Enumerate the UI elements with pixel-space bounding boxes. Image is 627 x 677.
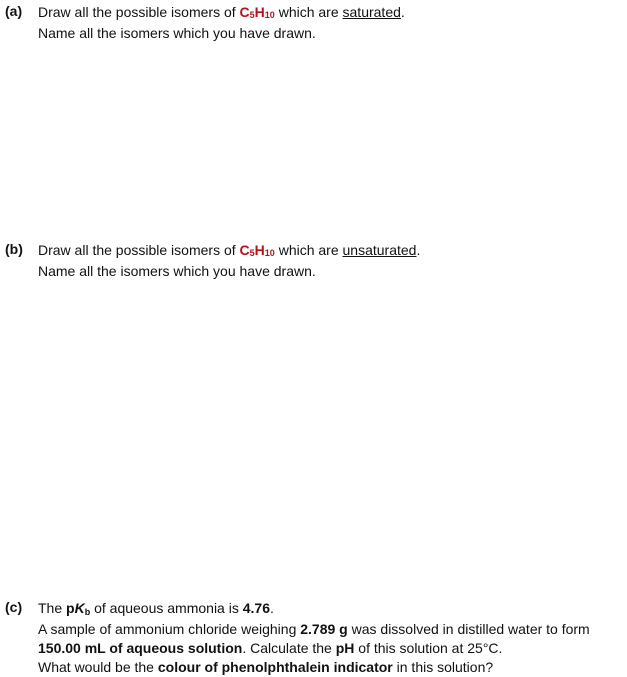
formula-subscript: 10 <box>264 10 275 20</box>
sample-mass: 2.789 g <box>300 621 348 637</box>
pkb-value: 4.76 <box>242 600 270 616</box>
question-c-line-3 <box>38 639 627 658</box>
question-b-line-2: Name all the isomers which you have drawn. <box>38 263 316 279</box>
question-c-text: A sample of ammonium chloride weighing <box>38 621 301 637</box>
formula-element-h: H <box>254 242 265 258</box>
question-body-c <box>38 599 627 677</box>
question-a-text: which are <box>274 4 343 20</box>
question-c-text: The <box>38 600 67 616</box>
formula-subscript: 10 <box>264 248 275 258</box>
question-b-text: . <box>416 242 421 258</box>
pkb-subscript: b <box>84 607 91 617</box>
formula-c5h10 <box>240 242 275 258</box>
question-a-text: . <box>400 4 405 20</box>
keyword-saturated: saturated <box>342 4 401 20</box>
question-a-text: Draw all the possible isomers of <box>38 4 240 20</box>
question-label-b: (b) <box>5 241 23 257</box>
question-b-text: Draw all the possible isomers of <box>38 242 240 258</box>
question-c-text: was dissolved in distilled water to form <box>347 621 590 637</box>
pkb-k: K <box>74 600 85 616</box>
question-c-line-2 <box>38 620 627 639</box>
formula-c5h10 <box>240 4 275 20</box>
question-body-b <box>38 241 627 281</box>
keyword-unsaturated: unsaturated <box>342 242 417 258</box>
formula-element-h: H <box>254 4 265 20</box>
ph-term: pH <box>335 640 355 656</box>
formula-element-c: C <box>239 242 250 258</box>
question-b-text: which are <box>274 242 343 258</box>
pkb-p: p <box>66 600 75 616</box>
question-c-text: in this solution? <box>392 659 494 675</box>
pkb-symbol <box>66 600 90 616</box>
solution-volume: 150.00 mL of aqueous solution <box>38 640 243 656</box>
question-c-text: What would be the <box>38 659 158 675</box>
question-body-a <box>38 3 627 43</box>
indicator-term: colour of phenolphthalein indicator <box>157 659 393 675</box>
formula-element-c: C <box>239 4 250 20</box>
question-b-line-1 <box>38 241 627 262</box>
question-c-line-1 <box>38 599 627 620</box>
question-a-line-2: Name all the isomers which you have drawn. <box>38 25 316 41</box>
question-c-text: of this solution at 25°C. <box>354 640 503 656</box>
question-c-text: of aqueous ammonia is <box>90 600 243 616</box>
question-c-text: . <box>269 600 274 616</box>
question-c-text: . Calculate the <box>242 640 336 656</box>
question-label-a: (a) <box>5 3 23 19</box>
question-c-line-4 <box>38 658 627 677</box>
question-a-line-1 <box>38 3 627 24</box>
question-label-c: (c) <box>5 599 23 615</box>
formula-subscript: 5 <box>249 248 255 258</box>
formula-subscript: 5 <box>249 10 255 20</box>
